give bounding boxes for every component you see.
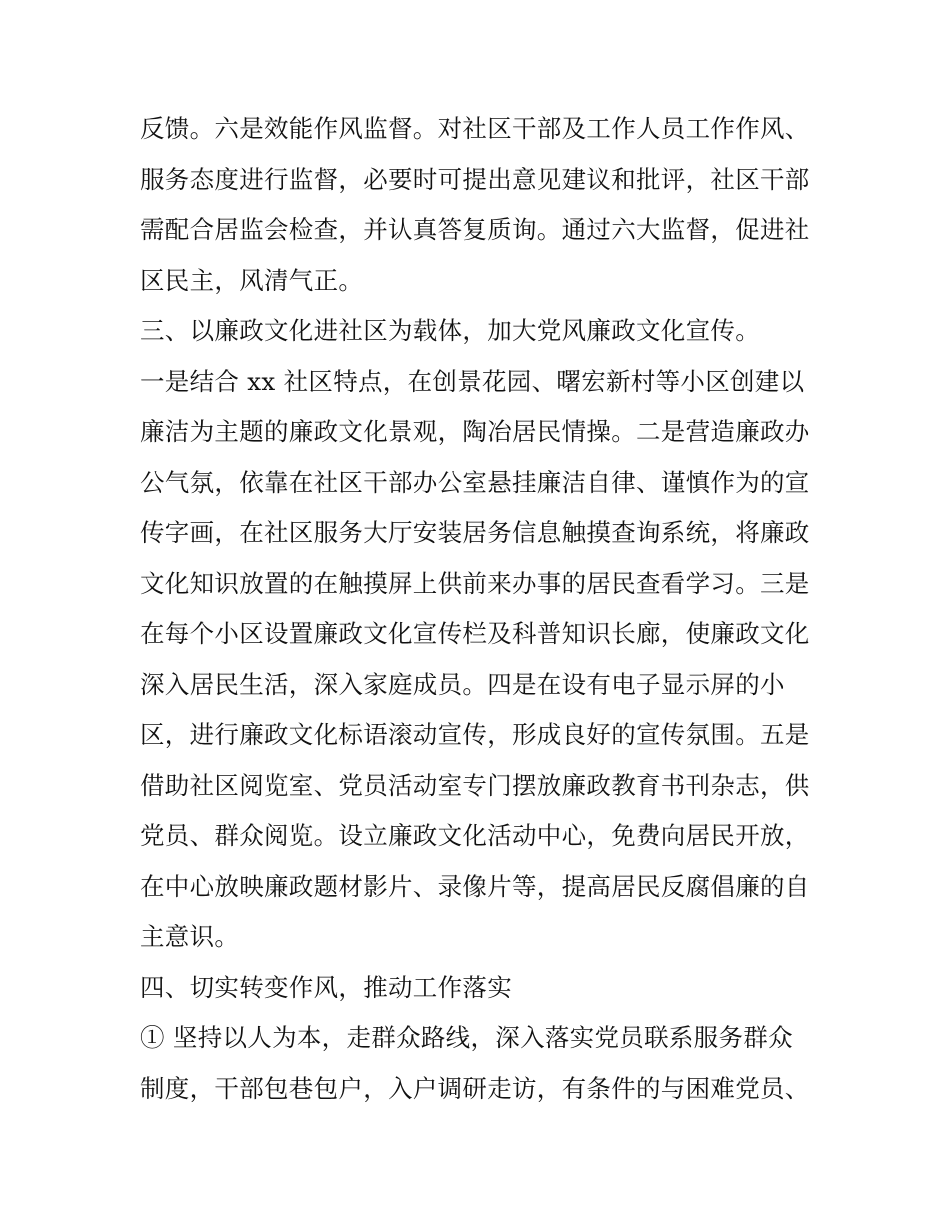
document-body — [140, 104, 830, 1114]
section-heading-4: 四、切实转变作风，推动工作落实 — [140, 972, 512, 1002]
text-line: 在中心放映廉政题材影片、录像片等，提高居民反腐倡廉的自 — [140, 871, 810, 901]
text-line: 在每个小区设置廉政文化宣传栏及科普知识长廊，使廉政文化 — [140, 619, 810, 648]
text-line: 党员、群众阅览。设立廉政文化活动中心，免费向居民开放， — [140, 821, 810, 850]
text-line: 需配合居监会检查，并认真答复质询。通过六大监督，促进社 — [140, 215, 810, 244]
text-line: 一是结合 xx 社区特点，在创景花园、曙宏新村等小区创建以 — [140, 366, 805, 396]
text-line: 反馈。六是效能作风监督。对社区干部及工作人员工作作风、 — [140, 114, 810, 143]
text-line: 区，进行廉政文化标语滚动宣传，形成良好的宣传氛围。五是 — [140, 720, 810, 749]
text-line: 借助社区阅览室、党员活动室专门摆放廉政教育书刊杂志，供 — [140, 770, 810, 800]
text-line: 传字画，在社区服务大厅安装居务信息触摸查询系统，将廉政 — [140, 518, 810, 547]
text-line: 廉洁为主题的廉政文化景观，陶冶居民情操。二是营造廉政办 — [140, 417, 810, 446]
section-heading-3: 三、以廉政文化进社区为载体，加大党风廉政文化宣传。 — [140, 316, 760, 345]
text-line: 服务态度进行监督，必要时可提出意见建议和批评，社区干部 — [140, 164, 810, 194]
text-line: 深入居民生活，深入家庭成员。四是在设有电子显示屏的小 — [140, 669, 785, 699]
list-item-1: ① 坚持以人为本，走群众路线，深入落实党员联系服务群众 — [140, 1023, 793, 1052]
text-line: 区民主，风清气正。 — [140, 265, 364, 295]
text-line: 文化知识放置的在触摸屏上供前来办事的居民查看学习。三是 — [140, 568, 810, 598]
text-line: 主意识。 — [140, 922, 240, 951]
text-line: 公气氛，依靠在社区干部办公室悬挂廉洁自律、谨慎作为的宣 — [140, 467, 810, 497]
text-line: 制度，干部包巷包户，入户调研走访，有条件的与困难党员、 — [140, 1073, 810, 1103]
